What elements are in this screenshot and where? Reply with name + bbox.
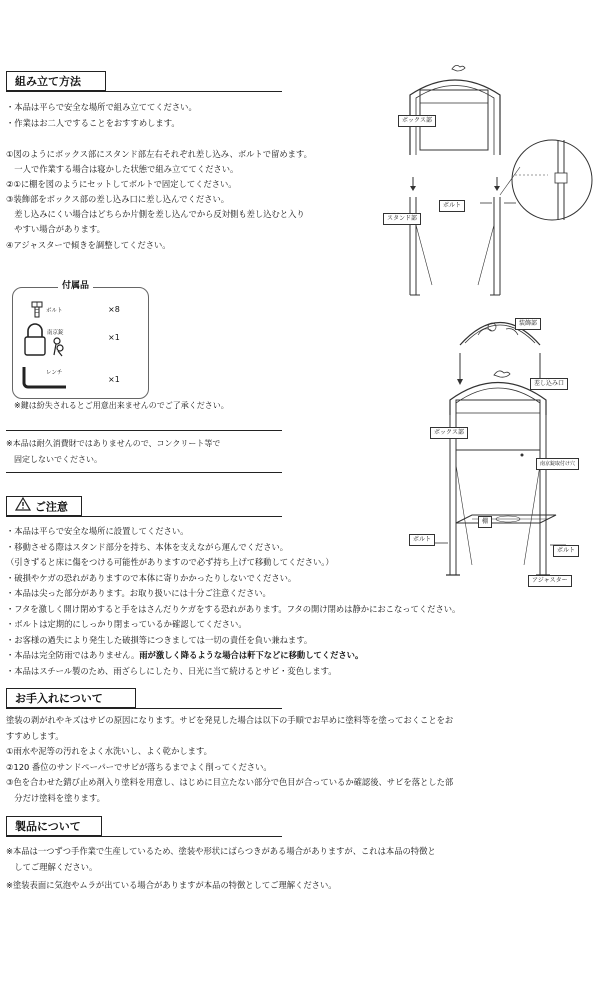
- assembly-diagram: [380, 55, 596, 300]
- caution-heading: ご注意: [6, 496, 82, 516]
- assembly-line: ④アジャスターで傾きを調整してください。: [6, 240, 171, 250]
- d2-lock-hole-label: 南京錠取付け穴: [536, 458, 579, 470]
- product-line: ※塗装表面に気泡やムラが出ている場合がありますが本品の特徴としてご理解ください。: [6, 880, 337, 890]
- assembly-line: ②①に棚を図のようにセットしてボルトで固定してください。: [6, 179, 237, 189]
- caution-line-rain: ・本品は完全防雨ではありません。雨が激しく降るような場合は軒下などに移動してください。: [6, 650, 364, 660]
- caution-line: ・本品はスチール製のため、雨ざらしにしたり、日光に当て続けるとサビ・変色します。: [6, 666, 337, 676]
- bolt-icon: [30, 301, 44, 319]
- assembly-line: ③装飾部をボックス部の差し込み口に差し込んでください。: [6, 194, 230, 204]
- padlock-icon: [22, 323, 72, 359]
- bolt-label: ボルト: [46, 308, 63, 314]
- d2-slot-label: 差し込み口: [530, 378, 568, 390]
- assembly-line: ①図のようにボックス部にスタンド部左右それぞれ差し込み、ボルトで留めます。: [6, 149, 312, 159]
- wrench-qty: ×1: [108, 375, 120, 384]
- d2-bolt-left-label: ボルト: [409, 534, 435, 546]
- care-line: ①雨水や泥等の汚れをよく水洗いし、よく乾かします。: [6, 746, 212, 756]
- caution-line: ・お客様の過失により発生した破損等につきましては一切の責任を負い兼ねます。: [6, 635, 313, 645]
- product-line: ※本品は一つずつ手作業で生産しているため、塗装や形状にばらつきがある場合がありますが、これは本品の特徴と: [6, 846, 436, 856]
- d2-decor-label: 装飾部: [515, 318, 541, 330]
- caution-line: ・破損やケガの恐れがありますので本体に寄りかかったりしないでください。: [6, 573, 297, 583]
- caution-line: （引きずると床に傷をつける可能性がありますので必ず持ち上げて移動してください。）: [6, 557, 334, 567]
- care-line: 分だけ塗料を塗ります。: [6, 793, 105, 803]
- bolt-qty: ×8: [108, 305, 120, 314]
- durability-rule-top: [6, 430, 282, 431]
- padlock-qty: ×1: [108, 333, 120, 342]
- durability-note: ※本品は耐久消費財ではありませんので、コンクリート等で: [6, 439, 221, 448]
- care-heading: お手入れについて: [6, 688, 136, 708]
- assembly-line: やすい場合があります。: [6, 224, 105, 234]
- product-rule: [6, 836, 282, 837]
- d2-shelf-label: 棚: [478, 516, 492, 528]
- d2-bolt-right-label: ボルト: [553, 545, 579, 557]
- padlock-label: 南京錠: [47, 330, 64, 336]
- wrench-icon: [20, 365, 70, 390]
- accessories-heading-label: 付属品: [58, 279, 93, 295]
- d2-box-label: ボックス部: [430, 427, 468, 439]
- assembly-rule: [6, 91, 282, 92]
- assembly-line: 一人で作業する場合は寝かした状態で組み立ててください。: [6, 164, 239, 174]
- product-heading: 製品について: [6, 816, 102, 836]
- d1-bolt-label: ボルト: [439, 200, 465, 212]
- key-note: ※鍵は紛失されるとご用意出来ませんのでご了承ください。: [14, 401, 229, 410]
- assembly-line: ・作業はお二人ですることをおすすめします。: [6, 118, 180, 128]
- assembly-line: ・本品は平らで安全な場所で組み立ててください。: [6, 102, 197, 112]
- durability-note: 固定しないでください。: [6, 455, 102, 464]
- product-line: してご理解ください。: [6, 862, 98, 872]
- durability-rule-bottom: [6, 472, 282, 473]
- caution-rule: [6, 516, 282, 517]
- care-line: ②120 番位のサンドペーパーでサビが落ちるまでよく削ってください。: [6, 762, 272, 772]
- d1-stand-label: スタンド部: [383, 213, 421, 225]
- care-rule: [6, 708, 282, 709]
- caution-line: ・移動させる際はスタンド部分を持ち、本体を支えながら運んでください。: [6, 542, 289, 552]
- care-line: すすめします。: [6, 731, 64, 741]
- d2-adjuster-label: アジャスター: [528, 575, 572, 587]
- assembly-line: 差し込みにくい場合はどちらか片側を差し込んでから反対側も差し込むと入り: [6, 209, 305, 219]
- caution-line: ・本品は尖った部分があります。お取り扱いには十分ご注意ください。: [6, 588, 271, 598]
- caution-line: ・フタを激しく開け閉めすると手をはさんだりケガをする恐れがあります。フタの開け閉めは静かにおこなってください。: [6, 604, 461, 614]
- d1-box-label: ボックス部: [398, 115, 436, 127]
- caution-line: ・ボルトは定期的にしっかり閉まっているか確認してください。: [6, 619, 247, 629]
- caution-line: ・本品は平らで安全な場所に設置してください。: [6, 526, 189, 536]
- care-line: 塗装の剥がれやキズはサビの原因になります。サビを発見した場合は以下の手順でお早めに塗料等を塗っておくことをお: [6, 715, 454, 725]
- care-line: ③色を合わせた錆び止め剤入り塗料を用意し、はじめに目立たない部分で色目が合っているか確認後、サビを落とした部: [6, 777, 454, 787]
- warning-icon: [15, 497, 31, 518]
- wrench-label: レンチ: [46, 370, 63, 376]
- assembly-heading: 組み立て方法: [6, 71, 106, 91]
